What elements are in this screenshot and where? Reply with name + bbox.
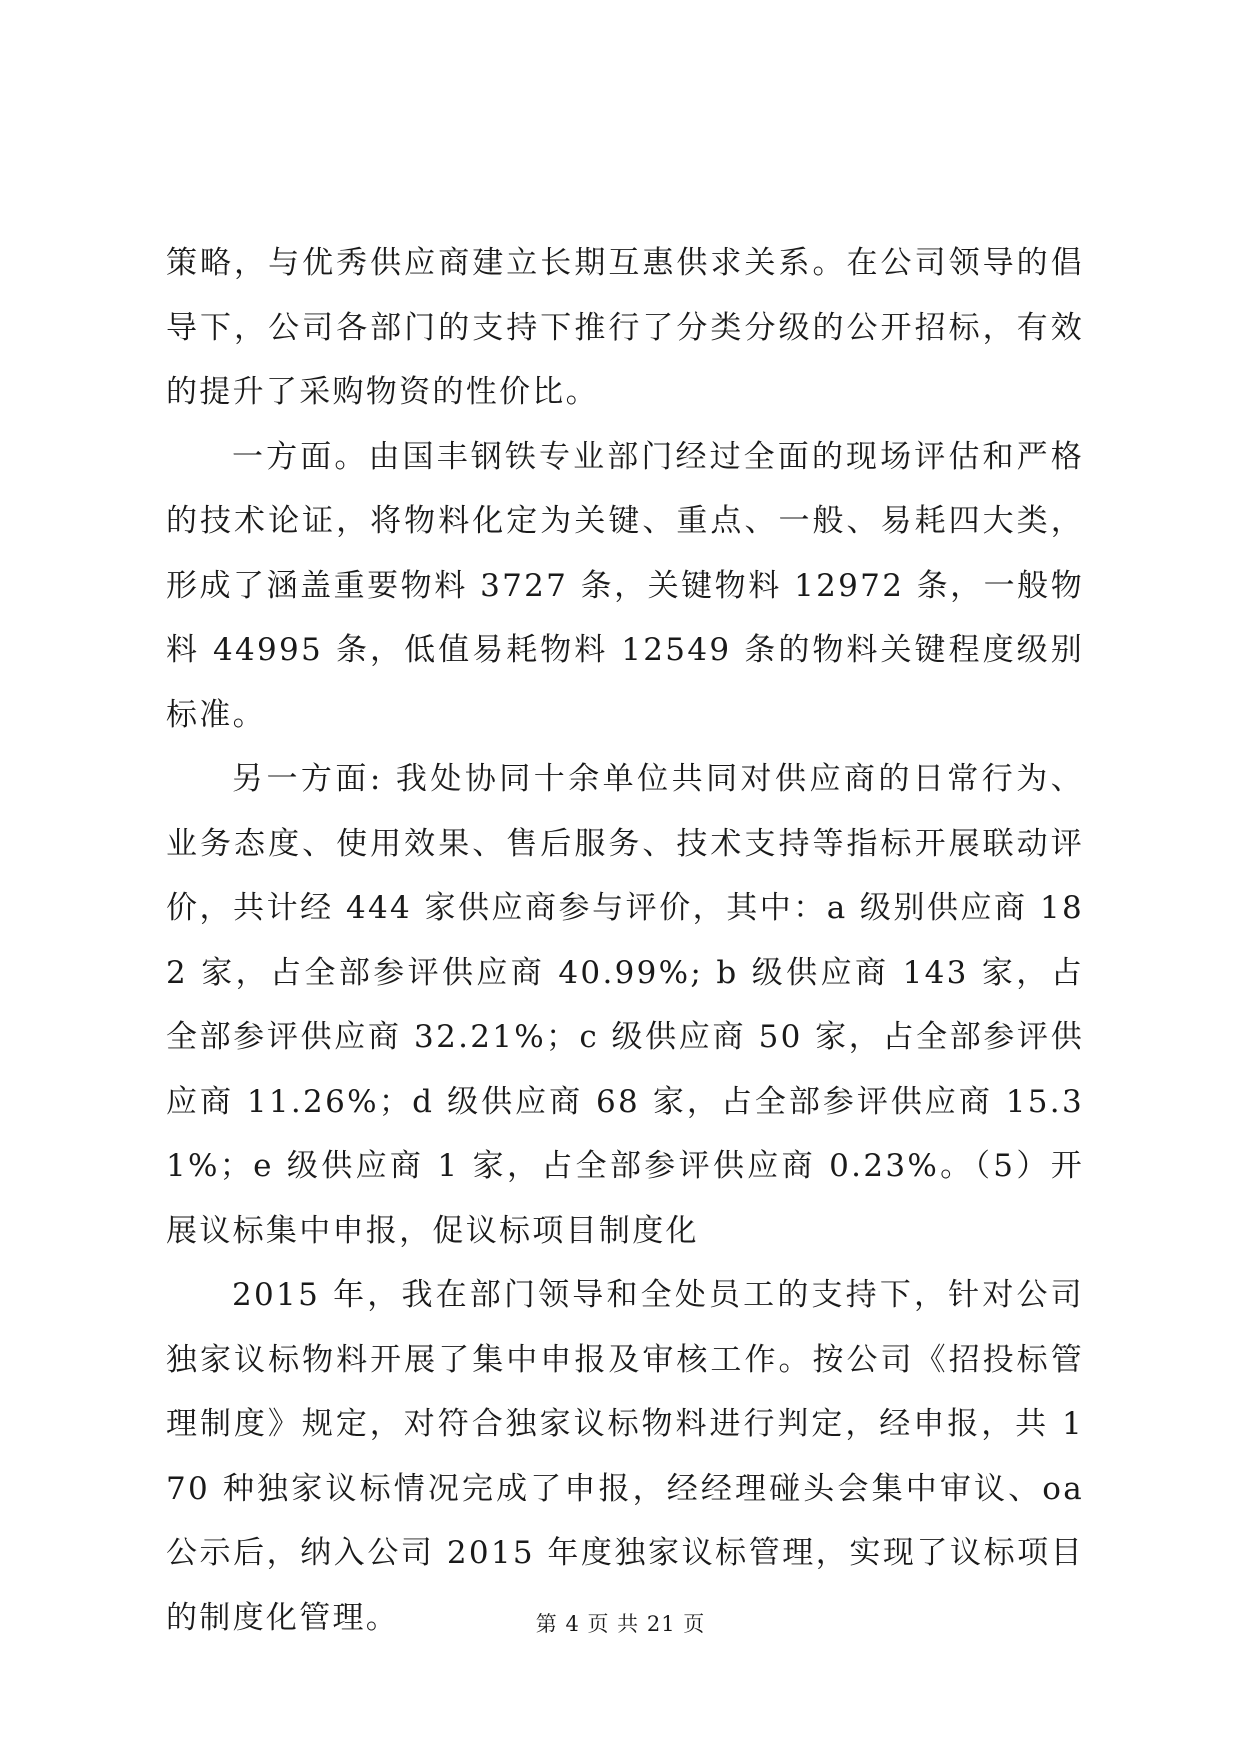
paragraph-exclusive-bidding: 2015 年，我在部门领导和全处员工的支持下，针对公司独家议标物料开展了集中申报及审核工作。按公司《招投标管理制度》规定，对符合独家议标物料进行判定，经申报，共 170 种独家议标情况完成了申报，经经理碰头会集中审议、oa 公示后，纳入公司 2015 年度独家议标管理，实现了议标项目的制度化管理。 — [166, 1277, 1084, 1636]
paragraph-supplier-evaluation: 另一方面: 我处协同十余单位共同对供应商的日常行为、业务态度、使用效果、售后服务、技术支持等指标开展联动评价，共计经 444 家供应商参与评价，其中：a 级别供应商 182 家，占全部参评供应商 40.99%; b 级供应商 143 家，占全部参评供应商 32.21%；c 级供应商 50 家，占全部参评供应商 11.26%；d 级供应商 68 家，占全部参评供应商 15.31%；e 级供应商 1 家，占全部参评供应商 0.23%。（5）开展议标集中申报，促议标项目制度化 — [166, 761, 1084, 1249]
paragraph-strategy: 策略，与优秀供应商建立长期互惠供求关系。在公司领导的倡导下，公司各部门的支持下推行了分类分级的公开招标，有效的提升了采购物资的性价比。 — [166, 245, 1084, 410]
page-footer — [0, 1608, 1241, 1638]
body-text — [166, 231, 1084, 1650]
paragraph-material-classification: 一方面。由国丰钢铁专业部门经过全面的现场评估和严格的技术论证，将物料化定为关键、重点、一般、易耗四大类，形成了涵盖重要物料 3727 条，关键物料 12972 条，一般物料 44995 条，低值易耗物料 12549 条的物料关键程度级别标准。 — [166, 438, 1084, 733]
page-number: 第 4 页 共 21 页 — [535, 1612, 706, 1636]
